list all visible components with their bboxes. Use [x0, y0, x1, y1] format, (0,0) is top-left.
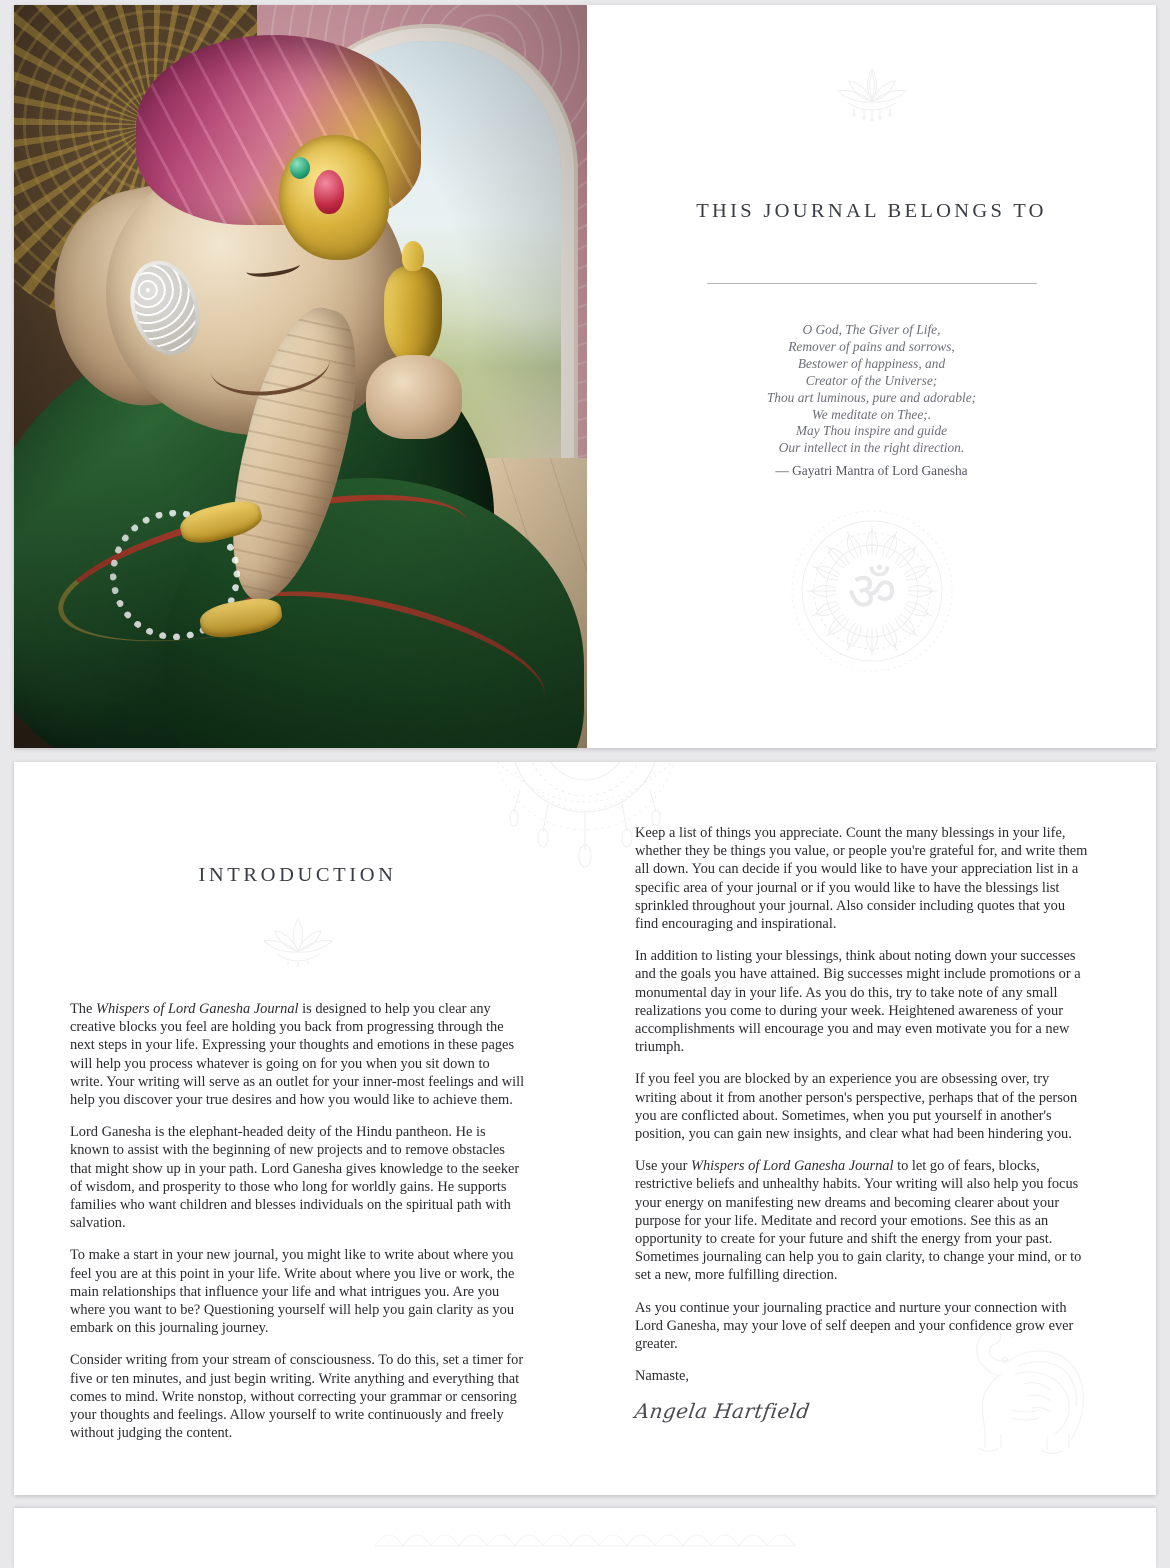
- elephant-watermark-icon: [941, 1314, 1106, 1469]
- journal-belongs-page: [587, 5, 1156, 748]
- author-signature: Angela Hartfield: [633, 1399, 812, 1424]
- page-title: THIS JOURNAL BELONGS TO: [696, 200, 1047, 222]
- name-entry-line[interactable]: [707, 283, 1037, 284]
- paragraph: Consider writing from your stream of consciousness. To do this, set a timer for five or ten minutes, and just begin writing. Write anything and everything that comes to mind. Write nonstop, without correcting your grammar or censoring your thoughts and feelings. Allow yourself to write continuously and freely without judging the content.: [70, 1352, 524, 1442]
- mantra-line: We meditate on Thee;.: [811, 406, 932, 422]
- ganesha-illustration: [14, 5, 587, 748]
- paragraph: To make a start in your new journal, you might like to write about where you feel you are at this point in your life. Write about where you live or work, the main relationships that influence your life and what intrigues you. Are you where you want to be? Questioning yourself will help you gain clarity as you embark on this journaling journey.: [70, 1247, 515, 1337]
- paragraph: If you feel you are blocked by an experience you are obsessing over, try writing about it from another person's perspective, perhaps that of the person you are conflicted about. Sometimes, when you put yourself in another's position, you can gain new insights, and clear what had been hindering you.: [635, 1071, 1078, 1143]
- introduction-left-column: [70, 762, 525, 1495]
- introduction-right-column: [635, 762, 1090, 1495]
- mantra-line: Creator of the Universe;: [805, 372, 938, 388]
- mantra-line: May Thou inspire and guide: [795, 423, 948, 439]
- mantra-lines: [767, 322, 976, 457]
- lotus-ornament-icon: [254, 913, 342, 972]
- illustration-vignette: [14, 5, 587, 748]
- mantra-line: Remover of pains and sorrows,: [788, 338, 955, 354]
- introduction-heading: INTRODUCTION: [198, 864, 397, 886]
- om-glyph: ॐ: [846, 560, 897, 624]
- gayatri-mantra: [767, 322, 976, 480]
- mantra-line: O God, The Giver of Life,: [802, 322, 941, 337]
- mantra-line: Our intellect in the right direction.: [778, 440, 965, 456]
- introduction-left-text: [70, 1000, 525, 1442]
- mantra-attribution: — Gayatri Mantra of Lord Ganesha: [775, 463, 968, 479]
- next-page-peek: [14, 1508, 1156, 1568]
- paragraph: In addition to listing your blessings, think about noting down your successes and the goals you have attained. Big successes might include promotions or a monumental day in your life. As you do this, try to take note of any small realizations you come to during your week. Heightened awareness of your accomplishments will encourage you and may even motivate you for a new triumph.: [635, 948, 1081, 1056]
- decorative-border-icon: [375, 1512, 795, 1557]
- title-page-spread: [14, 5, 1156, 748]
- paragraph: The Whispers of Lord Ganesha Journal is designed to help you clear any creative blocks you feel are holding you back from progressing through the next steps in your life. Expressing your thoughts and emotions in these pages will help you process whatever is going on for you when you sit down to write. Your writing will serve as an outlet for your inner-most feelings and will help you discover your true desires and how you would like to achieve them.: [70, 1001, 525, 1109]
- paragraph: Use your Whispers of Lord Ganesha Journal to let go of fears, blocks, restrictive beliefs and unhealthy habits. Your writing will also help you focus your energy on manifesting new dreams and becoming clearer about your purpose for your life. Meditate and record your emotions. See this as an opportunity to create for your future and shift the energy from your past. Sometimes journaling can help you to gain clarity, to change your mind, or to set a new, more fulfilling direction.: [635, 1158, 1082, 1284]
- mantra-line: Thou art luminous, pure and adorable;: [766, 389, 977, 405]
- paragraph: Keep a list of things you appreciate. Count the many blessings in your life, whether they be things you value, or people you're grateful for, and write them all down. You can decide if you would like to have your appreciation list in a specific area of your journal or if you would like to have the blessings list sprinkled throughout your journal. Also consider including quotes that you find encouraging and inspirational.: [635, 825, 1088, 933]
- paragraph: As you continue your journaling practice and nurture your connection with Lord Ganesha, may your love of self deepen and your confidence grow ever greater.: [635, 1299, 1074, 1353]
- introduction-right-text: [635, 824, 1090, 1385]
- om-mandala-icon: [787, 506, 957, 681]
- lotus-ornament-icon: [828, 61, 916, 126]
- paragraph: Lord Ganesha is the elephant-headed deity of the Hindu pantheon. He is known to assist with the beginning of new projects and to remove obstacles that might show up in your path. Lord Ganesha gives knowledge to the seeker of wisdom, and prosperity to those who long for worldly gains. He supports families who want children and blesses individuals on the spiritual path with salvation.: [70, 1124, 520, 1232]
- mantra-line: Bestower of happiness, and: [797, 355, 946, 371]
- paragraph: Namaste,: [635, 1368, 689, 1385]
- introduction-spread: [14, 762, 1156, 1495]
